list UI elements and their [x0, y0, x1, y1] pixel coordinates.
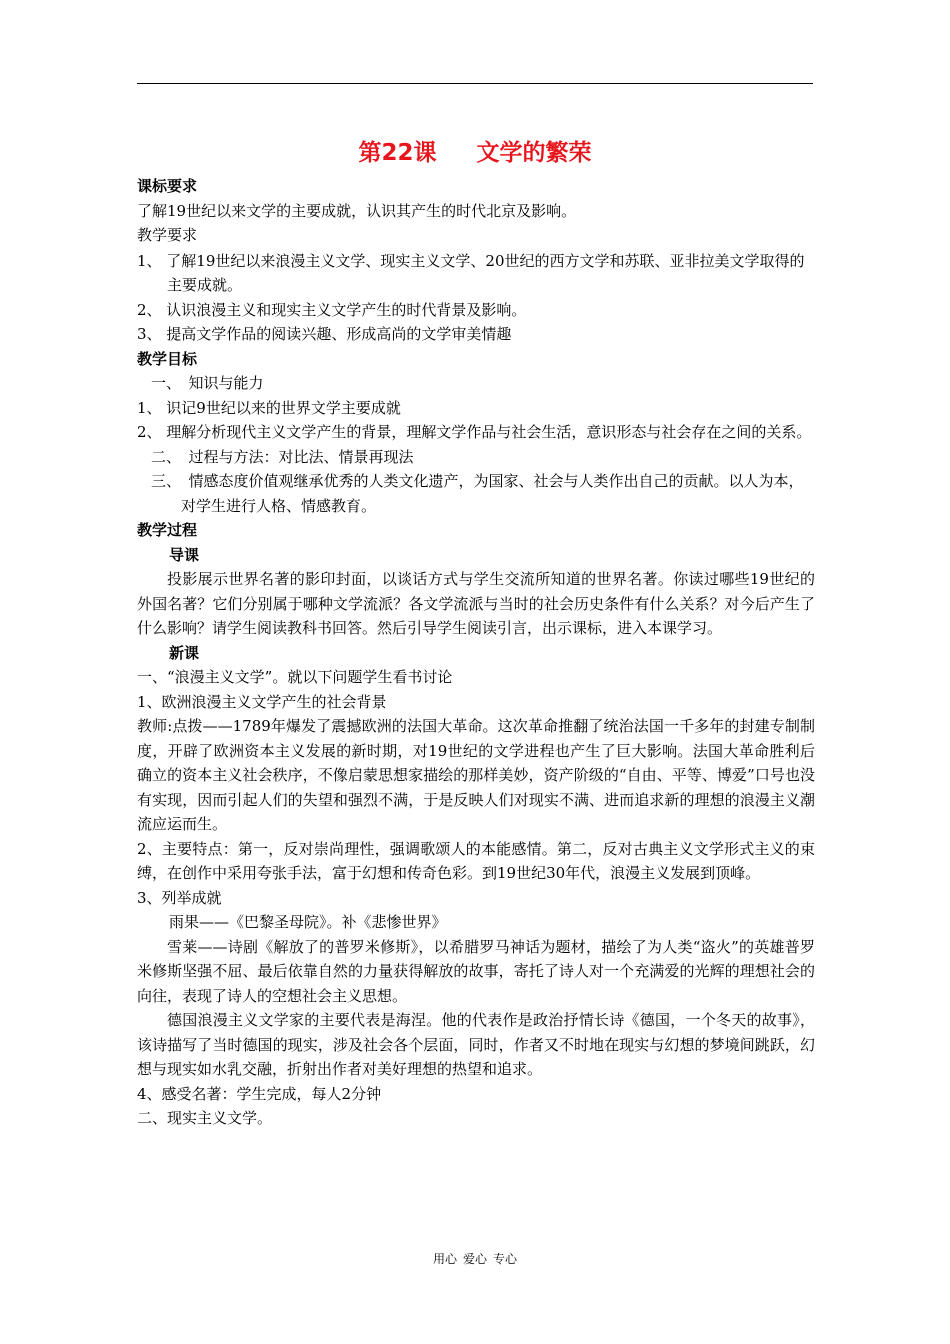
paragraph: 了解19世纪以来文学的主要成就，认识其产生的时代北京及影响。	[137, 201, 577, 220]
paragraph: 投影展示世界名著的影印封面，以谈话方式与学生交流所知道的世界名著。你读过哪些19世纪的外国名著？它们分别属于哪种文学流派？各文学流派与当时的社会历史条件有什么关系？对今后产生了什么影响？请学生阅读教科书回答。然后引导学生阅读引言，出示课标，进入本课学习。	[137, 570, 815, 637]
list-item: 一、 知识与能力	[151, 374, 264, 392]
paragraph: 雨果——《巴黎圣母院》。补《悲惨世界》	[169, 913, 447, 931]
header-rule	[137, 83, 813, 84]
list-item: 2、 认识浪漫主义和现实主义文学产生的时代背景及影响。	[137, 300, 527, 319]
list-item: 2、 理解分析现代主义文学产生的背景，理解文学作品与社会生活，意识形态与社会存在之间的关系。	[137, 423, 812, 441]
section-heading: 课标要求	[137, 177, 198, 195]
title-topic: 文学的繁荣	[476, 140, 592, 166]
list-item: 1、欧洲浪漫主义文学产生的社会背景	[137, 692, 387, 711]
section-heading: 教学要求	[137, 226, 198, 244]
list-item: 4、感受名著：学生完成，每人2分钟	[137, 1084, 382, 1103]
paragraph: 雪莱——诗剧《解放了的普罗米修斯》，以希腊罗马神话为题材，描绘了为人类“盗火”的英雄普罗米修斯坚强不屈、最后依靠自然的力量获得解放的故事，寄托了诗人对一个充满爱的光辉的理想社会的向往，表现了诗人的空想社会主义思想。	[137, 937, 815, 1005]
footer-word: 用心	[432, 1252, 457, 1266]
footer-word: 爱心	[462, 1252, 487, 1266]
section-heading: 教学过程	[137, 521, 198, 539]
list-item: 3、列举成就	[137, 888, 222, 907]
footer-word: 专心	[493, 1252, 518, 1266]
page-title	[0, 134, 950, 167]
list-item: 三、 情感态度价值观继承优秀的人类文化遗产，为国家、社会与人类作出自己的贡献。以人为本，对学生进行人格、情感教育。	[151, 472, 804, 515]
paragraph: 教师:点拨——1789年爆发了震撼欧洲的法国大革命。这次革命推翻了统治法国一千多年的封建专制制度，开辟了欧洲资本主义发展的新时期，对19世纪的文学进程也产生了巨大影响。法国大革命胜利后确立的资本主义社会秩序，不像启蒙思想家描绘的那样美妙，资产阶级的“自由、平等、博爱”口号也没有实现，因而引起人们的失望和强烈不满，于是反映人们对现实不满、进而追求新的理想的浪漫主义潮流应运而生。	[137, 717, 815, 833]
list-item: 3、 提高文学作品的阅读兴趣、形成高尚的文学审美情趣	[137, 325, 512, 343]
title-lesson-number: 第22课	[358, 140, 437, 166]
page-footer	[0, 1250, 950, 1267]
list-item: 1、 识记9世纪以来的世界文学主要成就	[137, 398, 401, 417]
list-item: 1、 了解19世纪以来浪漫主义文学、现实主义文学、20世纪的西方文学和苏联、亚非拉美文学取得的主要成就。	[137, 251, 805, 294]
section-heading: 教学目标	[137, 349, 198, 368]
list-item: 二、 过程与方法：对比法、情景再现法	[151, 447, 414, 466]
subsection-heading: 新课	[169, 643, 200, 662]
paragraph: 德国浪漫主义文学家的主要代表是海涅。他的代表作是政治抒情长诗《德国，一个冬天的故事》，该诗描写了当时德国的现实，涉及社会各个层面，同时，作者又不时地在现实与幻想的梦境间跳跃，幻想与现实如水乳交融，折射出作者对美好理想的热望和追求。	[137, 1011, 815, 1078]
paragraph: 2、主要特点：第一，反对崇尚理性，强调歌颂人的本能感情。第二，反对古典主义文学形式主义的束缚，在创作中采用夸张手法，富于幻想和传奇色彩。到19世纪30年代，浪漫主义发展到顶峰。	[137, 839, 815, 882]
list-item: 二、现实主义文学。	[137, 1109, 273, 1127]
list-item: 一、“浪漫主义文学”。就以下问题学生看书讨论	[137, 668, 453, 686]
subsection-heading: 导课	[169, 545, 200, 564]
document-body	[137, 174, 815, 1131]
